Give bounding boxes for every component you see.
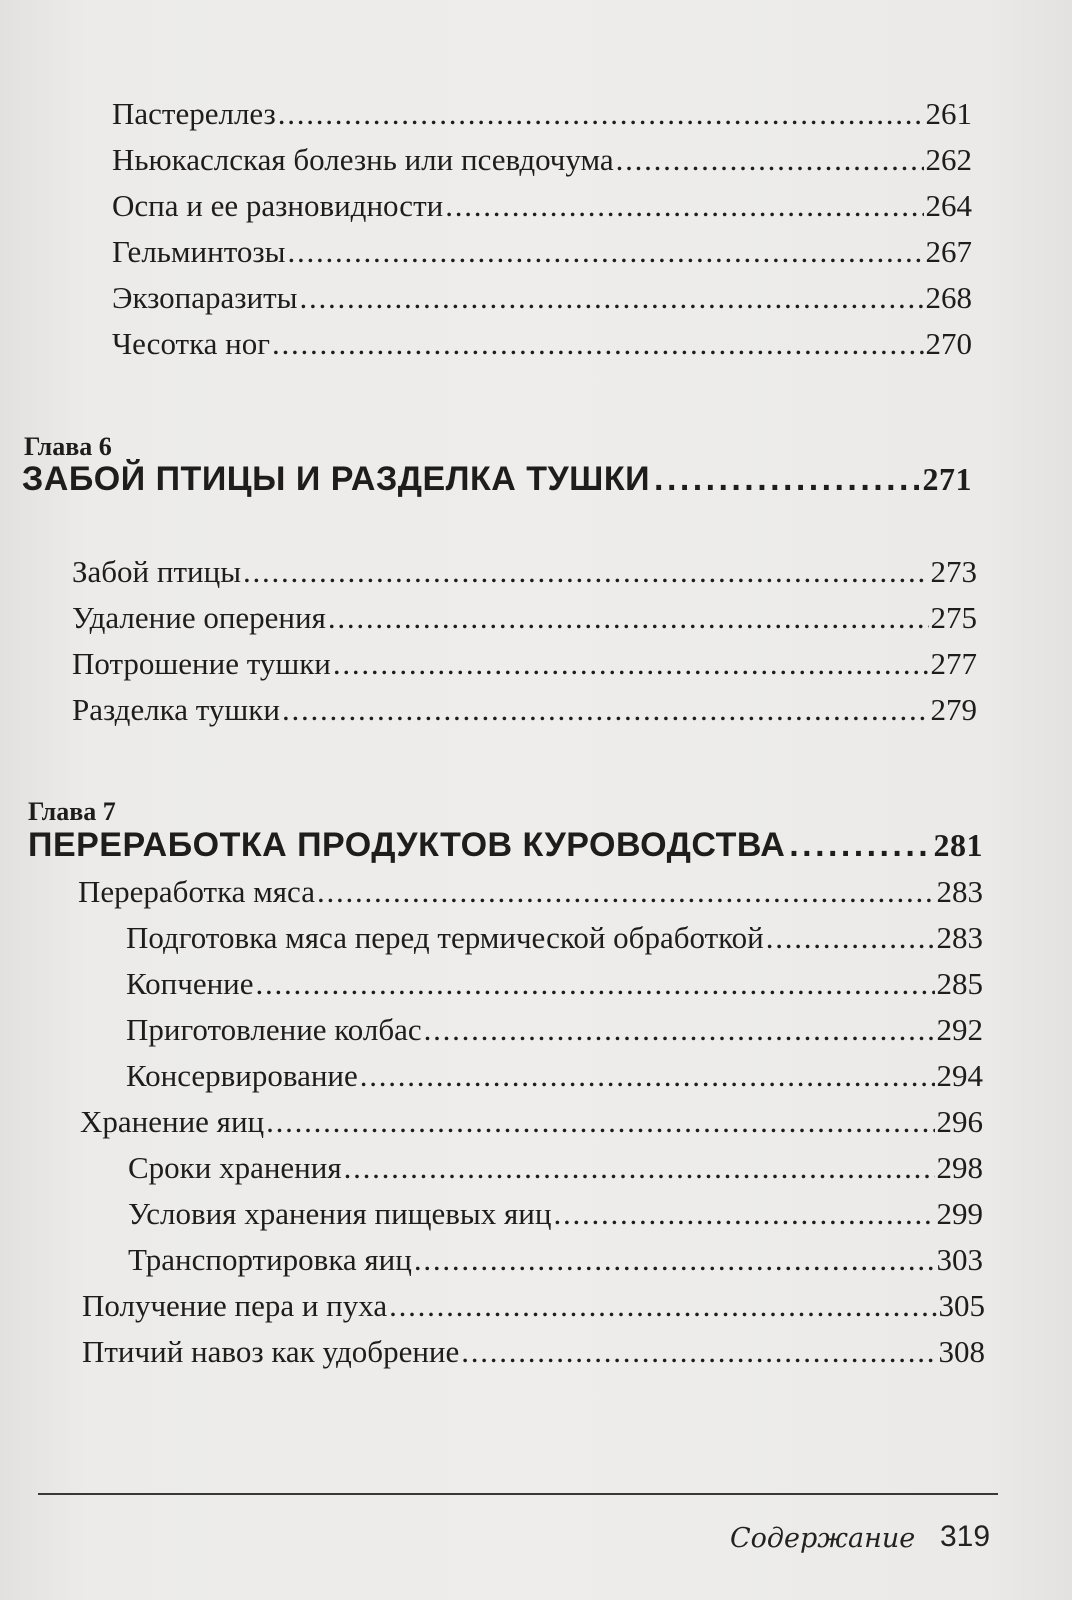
toc-entry-page: 273	[930, 554, 977, 589]
toc-entry-page: 275	[930, 600, 977, 635]
dot-leader	[256, 962, 935, 1006]
toc-entry-page: 270	[925, 326, 972, 361]
toc-entry-label: Гельминтозы	[112, 234, 286, 269]
toc-entry-page: 268	[925, 280, 972, 315]
toc-entry	[112, 92, 972, 136]
toc-entry-label: Получение пера и пуха	[82, 1288, 388, 1323]
toc-entry-page: 308	[938, 1334, 985, 1369]
dot-leader	[360, 1054, 935, 1098]
dot-leader	[616, 138, 924, 182]
toc-entry-label: Пастереллез	[112, 96, 276, 131]
toc-subentry	[128, 1192, 983, 1236]
toc-entry	[82, 1284, 985, 1328]
dot-leader	[461, 1330, 936, 1374]
toc-entry	[112, 276, 972, 320]
toc-entry	[112, 138, 972, 182]
toc-entry-page: 283	[936, 874, 983, 909]
page-number: 319	[940, 1520, 991, 1553]
toc-subentry	[128, 1238, 983, 1282]
toc-entry	[82, 1330, 985, 1374]
dot-leader	[282, 688, 929, 732]
toc-entry-page: 294	[936, 1058, 983, 1093]
toc-entry-page: 262	[925, 142, 972, 177]
dot-leader	[287, 230, 923, 274]
toc-entry-page: 264	[925, 188, 972, 223]
running-head: Содержание	[730, 1523, 916, 1554]
dot-leader	[789, 822, 929, 868]
toc-entry-label: Транспортировка яиц	[128, 1242, 412, 1277]
toc-entry	[72, 550, 977, 594]
toc-entry-page: 283	[936, 920, 983, 955]
dot-leader	[328, 596, 929, 640]
dot-leader	[414, 1238, 935, 1282]
toc-entry-page: 267	[925, 234, 972, 269]
toc-entry-page: 298	[936, 1150, 983, 1185]
toc-entry-label: Копчение	[126, 966, 254, 1001]
chapter-7-heading	[28, 822, 983, 868]
toc-entry-page: 305	[938, 1288, 985, 1323]
chapter-6-title: ЗАБОЙ ПТИЦЫ И РАЗДЕЛКА ТУШКИ	[22, 460, 651, 498]
dot-leader	[317, 870, 935, 914]
toc-entry-label: Разделка тушки	[72, 692, 280, 727]
dot-leader	[553, 1192, 934, 1236]
toc-entry-page: 277	[930, 646, 977, 681]
toc-entry-label: Условия хранения пищевых яиц	[128, 1196, 552, 1231]
toc-entry	[112, 230, 972, 274]
toc-entry-label: Экзопаразиты	[112, 280, 298, 315]
dot-leader	[654, 456, 918, 502]
toc-entry	[72, 596, 977, 640]
toc-entry-page: 296	[936, 1104, 983, 1139]
dot-leader	[344, 1146, 935, 1190]
toc-entry-page: 292	[936, 1012, 983, 1047]
toc-entry-label: Подготовка мяса перед термической обработкой	[126, 920, 764, 955]
dot-leader	[333, 642, 929, 686]
toc-entry	[112, 184, 972, 228]
toc-subentry	[126, 962, 983, 1006]
toc-entry-page: 279	[930, 692, 977, 727]
toc-entry-label: Хранение яиц	[80, 1104, 265, 1139]
dot-leader	[278, 92, 924, 136]
toc-entry-label: Удаление оперения	[72, 600, 326, 635]
toc-subentry	[128, 1146, 983, 1190]
toc-entry-page: 303	[936, 1242, 983, 1277]
chapter-7-title: ПЕРЕРАБОТКА ПРОДУКТОВ КУРОВОДСТВА	[28, 826, 786, 864]
toc-entry-label: Ньюкаслская болезнь или псевдочума	[112, 142, 614, 177]
toc-subentry	[126, 916, 983, 960]
chapter-6-label: Глава 6	[24, 432, 112, 461]
dot-leader	[766, 916, 935, 960]
chapter-7-page: 281	[933, 827, 983, 863]
chapter-6-page: 271	[922, 461, 972, 497]
dot-leader	[389, 1284, 936, 1328]
dot-leader	[266, 1100, 934, 1144]
toc-subentry	[126, 1008, 983, 1052]
toc-entry-label: Переработка мяса	[78, 874, 315, 909]
toc-entry-page: 285	[936, 966, 983, 1001]
footer-rule	[38, 1493, 998, 1495]
toc-entry-label: Птичий навоз как удобрение	[82, 1334, 460, 1369]
chapter-7-label: Глава 7	[28, 797, 116, 826]
toc-entry-label: Потрошение тушки	[72, 646, 331, 681]
toc-subentry	[126, 1054, 983, 1098]
dot-leader	[243, 550, 928, 594]
toc-entry-page: 299	[936, 1196, 983, 1231]
toc-entry	[72, 642, 977, 686]
toc-entry-label: Чесотка ног	[112, 326, 270, 361]
toc-entry	[80, 1100, 983, 1144]
dot-leader	[272, 322, 924, 366]
dot-leader	[300, 276, 924, 320]
dot-leader	[424, 1008, 935, 1052]
toc-entry-page: 261	[925, 96, 972, 131]
toc-entry-label: Забой птицы	[72, 554, 242, 589]
dot-leader	[445, 184, 923, 228]
toc-entry-label: Сроки хранения	[128, 1150, 342, 1185]
toc-entry	[112, 322, 972, 366]
toc-entry-label: Консервирование	[126, 1058, 358, 1093]
toc-entry	[78, 870, 983, 914]
toc-entry-label: Оспа и ее разновидности	[112, 188, 444, 223]
chapter-6-heading	[22, 456, 972, 502]
toc-entry-label: Приготовление колбас	[126, 1012, 422, 1047]
toc-entry	[72, 688, 977, 732]
